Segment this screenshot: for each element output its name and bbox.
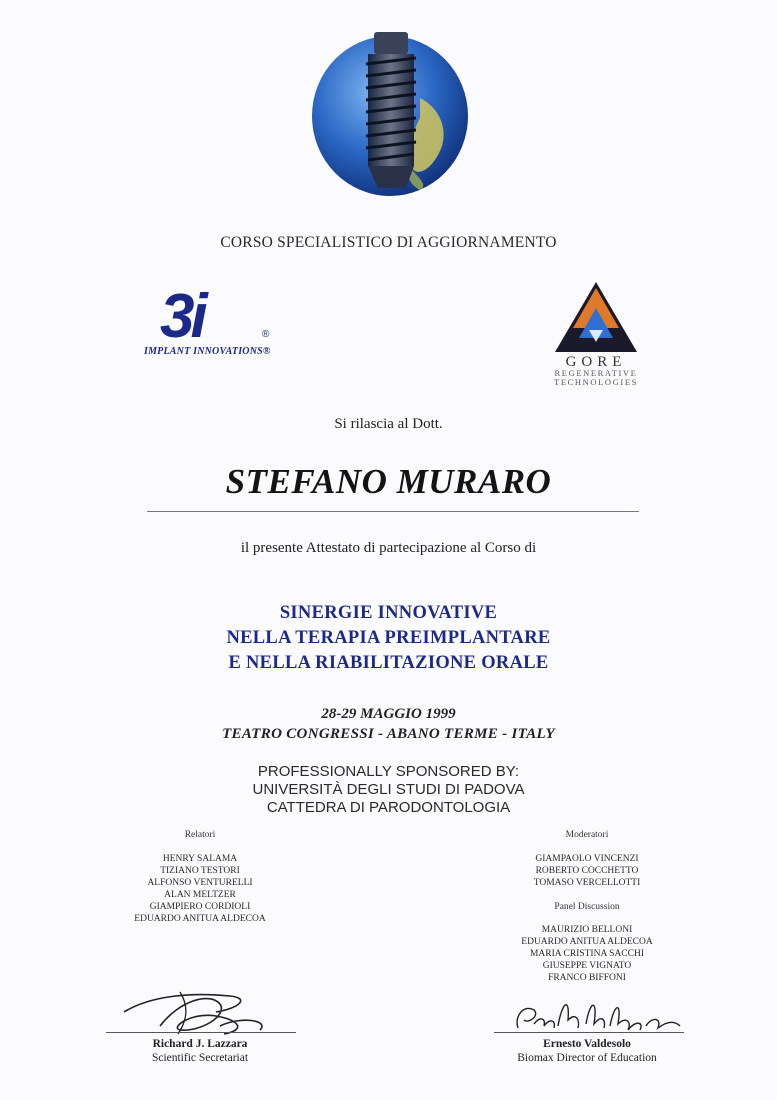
right-signer-name: Ernesto Valdesolo bbox=[543, 1038, 631, 1050]
sponsor-line: PROFESSIONALLY SPONSORED BY: bbox=[257, 763, 520, 780]
sponsor-line: UNIVERSITÀ DEGLI STUDI DI PADOVA bbox=[252, 781, 525, 798]
course-type-heading: CORSO SPECIALISTICO DI AGGIORNAMENTO bbox=[220, 234, 557, 251]
gore-subtitle-line1: REGENERATIVE bbox=[554, 368, 638, 378]
panel-member-name: GIUSEPPE VIGNATO bbox=[542, 961, 632, 971]
gore-name: GORE bbox=[565, 354, 627, 370]
name-underline bbox=[147, 511, 639, 512]
signature-line-right bbox=[494, 1032, 684, 1033]
speaker-name: TIZIANO TESTORI bbox=[160, 866, 240, 876]
issued-to-label: Si rilascia al Dott. bbox=[334, 416, 443, 432]
signature-line-left bbox=[106, 1032, 296, 1033]
course-title-line: E NELLA RIABILITAZIONE ORALE bbox=[228, 653, 549, 673]
sponsor-block bbox=[0, 763, 777, 817]
speakers-list bbox=[110, 853, 290, 925]
globe-implant-logo bbox=[308, 28, 473, 198]
moderators-list bbox=[498, 853, 676, 889]
right-signer-role: Biomax Director of Education bbox=[517, 1052, 657, 1064]
panel-list bbox=[498, 924, 676, 984]
speaker-name: ALAN MELTZER bbox=[164, 890, 236, 900]
panel-heading: Panel Discussion bbox=[554, 902, 620, 912]
speaker-name: GIAMPIERO CORDIOLI bbox=[149, 902, 251, 912]
course-title-line: NELLA TERAPIA PREIMPLANTARE bbox=[226, 628, 551, 648]
panel-member-name: FRANCO BIFFONI bbox=[548, 973, 626, 983]
course-venue: TEATRO CONGRESSI - ABANO TERME - ITALY bbox=[222, 726, 555, 742]
moderator-name: GIAMPAOLO VINCENZI bbox=[535, 854, 639, 864]
panel-member-name: MARIA CRISTINA SACCHI bbox=[529, 949, 645, 959]
panel-member-name: MAURIZIO BELLONI bbox=[541, 925, 633, 935]
gore-subtitle bbox=[540, 369, 652, 387]
svg-text:®: ® bbox=[262, 329, 270, 340]
moderators-heading: Moderatori bbox=[565, 830, 609, 840]
left-signer-role: Scientific Secretariat bbox=[151, 1052, 249, 1064]
moderator-name: ROBERTO COCCHETTO bbox=[535, 866, 639, 876]
signature-left bbox=[120, 982, 280, 1042]
gore-subtitle-line2: TECHNOLOGIES bbox=[554, 377, 638, 387]
course-dates: 28-29 MAGGIO 1999 bbox=[321, 706, 456, 722]
course-title bbox=[0, 601, 777, 676]
participation-statement: il presente Attestato di partecipazione al Corso di bbox=[240, 540, 537, 556]
gore-triangle-logo bbox=[553, 280, 639, 354]
implant-innovations-tagline: IMPLANT INNOVATIONS® bbox=[144, 346, 271, 357]
speaker-name: HENRY SALAMA bbox=[162, 854, 238, 864]
speaker-name: ALFONSO VENTURELLI bbox=[147, 878, 253, 888]
recipient-name: STEFANO MURARO bbox=[225, 462, 552, 501]
moderator-name: TOMASO VERCELLOTTI bbox=[533, 878, 641, 888]
speaker-name: EDUARDO ANITUA ALDECOA bbox=[134, 914, 266, 924]
speakers-heading: Relatori bbox=[184, 830, 216, 840]
course-title-line: SINERGIE INNOVATIVE bbox=[279, 603, 498, 623]
panel-member-name: EDUARDO ANITUA ALDECOA bbox=[521, 937, 653, 947]
left-signer-name: Richard J. Lazzara bbox=[152, 1038, 248, 1050]
svg-text:3i: 3i bbox=[160, 283, 204, 351]
sponsor-line: CATTEDRA DI PARODONTOLOGIA bbox=[266, 799, 511, 816]
